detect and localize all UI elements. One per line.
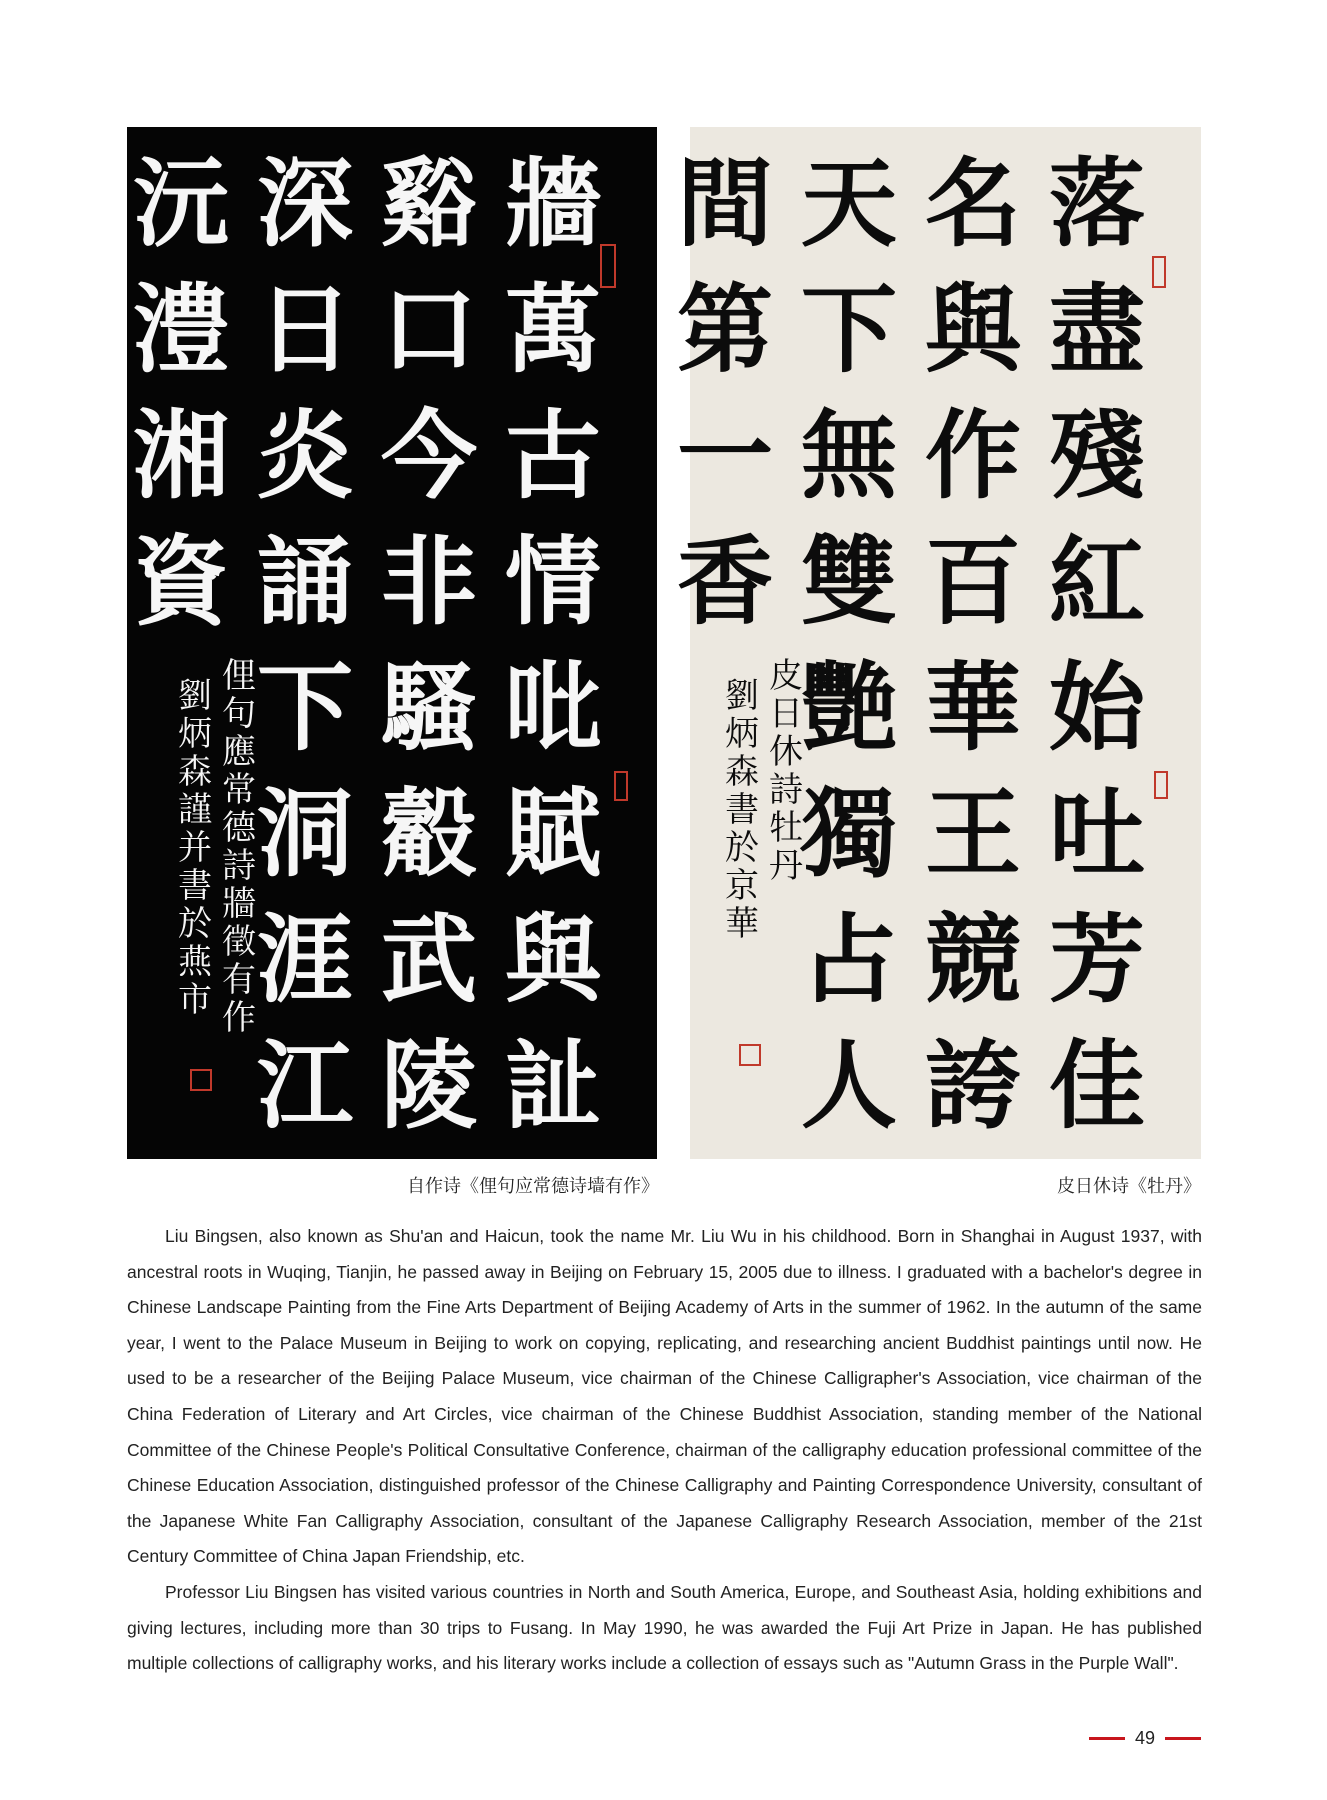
folio-rule-left	[1089, 1737, 1125, 1740]
inscription-char: 休	[769, 732, 803, 772]
inscription-char: 於	[725, 828, 759, 868]
seal-stamp	[740, 1045, 760, 1065]
folio-rule-right	[1165, 1737, 1201, 1740]
inscription-char: 日	[769, 694, 803, 734]
calligraphy-char: 非	[381, 525, 477, 638]
inscription-char: 詩	[769, 770, 803, 810]
calligraphy-char: 王	[925, 777, 1021, 890]
calligraphy-char: 賦	[505, 777, 601, 890]
inscription-char: 德	[222, 808, 256, 848]
calligraphy-char: 武	[381, 903, 477, 1016]
seal-stamp	[191, 1070, 211, 1090]
calligraphy-char: 佳	[1049, 1029, 1145, 1142]
calligraphy-char: 誦	[257, 525, 353, 638]
caption-right: 皮日休诗《牡丹》	[1057, 1176, 1201, 1197]
inscription-char: 俚	[222, 656, 256, 696]
calligraphy-char: 深	[257, 147, 353, 260]
calligraphy-char: 下	[801, 273, 897, 386]
calligraphy-char: 艷	[801, 651, 897, 764]
calligraphy-char: 日	[257, 273, 353, 386]
calligraphy-char: 觳	[381, 777, 477, 890]
calligraphy-char: 涯	[257, 903, 353, 1016]
calligraphy-char: 騷	[381, 651, 477, 764]
calligraphy-char: 落	[1049, 147, 1145, 260]
calligraphy-char: 萬	[505, 273, 601, 386]
calligraphy-char: 雙	[801, 525, 897, 638]
calligraphy-char: 洞	[257, 777, 353, 890]
inscription-char: 森	[725, 752, 759, 792]
calligraphy-char: 間	[677, 147, 773, 260]
paragraph: Professor Liu Bingsen has visited various countries in North and South America, Europe, and Southeast Asia, holding exhibitions and giving lectures, including more than 30 trips to Fusang. In May 1990, he was awarded the Fuji Art Prize in Japan. He has published multiple collections of calligraphy works, and his literary works include a collection of essays such as "Autumn Grass in the Purple Wall".	[127, 1581, 1202, 1674]
inscription-char: 牡	[769, 808, 803, 848]
inscription-char: 劉	[178, 676, 212, 716]
calligraphy-char: 百	[925, 525, 1021, 638]
calligraphy-right-canvas	[677, 127, 1201, 1159]
inscription-char: 書	[725, 790, 759, 830]
calligraphy-char: 湘	[133, 399, 229, 512]
calligraphy-char: 一	[677, 399, 773, 512]
inscription-char: 徵	[222, 922, 256, 962]
seal-stamp	[1153, 257, 1165, 287]
calligraphy-char: 名	[925, 147, 1021, 260]
caption-left: 自作诗《俚句应常德诗墙有作》	[407, 1176, 659, 1197]
inscription-char: 市	[178, 980, 212, 1020]
inscription-char: 森	[178, 752, 212, 792]
calligraphy-char: 始	[1049, 651, 1145, 764]
inscription-char: 燕	[178, 942, 212, 982]
calligraphy-char: 芳	[1049, 903, 1145, 1016]
calligraphy-char: 作	[925, 399, 1021, 512]
inscription-char: 於	[178, 904, 212, 944]
inscription-char: 句	[222, 694, 256, 734]
inscription-char: 詩	[222, 846, 256, 886]
calligraphy-char: 天	[801, 147, 897, 260]
calligraphy-char: 古	[505, 399, 601, 512]
inscription-char: 丹	[769, 846, 803, 886]
calligraphy-char: 華	[925, 651, 1021, 764]
calligraphy-char: 訨	[505, 1029, 601, 1142]
calligraphy-char: 與	[925, 273, 1021, 386]
inscription-char: 并	[178, 828, 212, 868]
inscription-char: 劉	[725, 676, 759, 716]
inscription-char: 應	[222, 732, 256, 772]
calligraphy-char: 吡	[505, 651, 601, 764]
inscription-char: 常	[222, 770, 256, 810]
inscription-char: 皮	[769, 656, 803, 696]
calligraphy-char: 情	[505, 525, 601, 638]
calligraphy-char: 下	[257, 651, 353, 764]
inscription-char: 華	[725, 904, 759, 944]
calligraphy-char: 第	[677, 273, 773, 386]
calligraphy-char: 香	[677, 525, 773, 638]
calligraphy-char: 吐	[1049, 777, 1145, 890]
calligraphy-char: 與	[505, 903, 601, 1016]
calligraphy-char: 口	[381, 273, 477, 386]
calligraphy-char: 牆	[505, 147, 601, 260]
calligraphy-char: 沅	[133, 147, 229, 260]
calligraphy-char: 獨	[801, 777, 897, 890]
calligraphy-char: 江	[257, 1029, 353, 1142]
calligraphy-char: 谿	[381, 147, 477, 260]
calligraphy-left-canvas	[127, 127, 657, 1159]
inscription-char: 書	[178, 866, 212, 906]
paragraph: Liu Bingsen, also known as Shu'an and Haicun, took the name Mr. Liu Wu in his childhood. Born in Shanghai in August 1937, with ancestral roots in Wuqing, Tianjin, he passed away in Beijing on February 15, 2005 due to illness. I graduated with a bachelor's degree in Chinese Landscape Painting from the Fine Arts Department of Beijing Academy of Arts in the summer of 1962. In the autumn of the same year, I went to the Palace Museum in Beijing to work on copying, replicating, and researching ancient Buddhist paintings until now. He used to be a researcher of the Beijing Palace Museum, vice chairman of the Chinese Calligrapher's Association, vice chairman of the China Federation of Literary and Art Circles, vice chairman of the Chinese Buddhist Association, standing member of the National Committee of the Chinese People's Political Consultative Conference, chairman of the calligraphy education professional committee of the Chinese Education Association, distinguished professor of the Chinese Calligraphy and Painting Correspondence University, consultant of the Japanese White Fan Calligraphy Association, consultant of the Japanese Calligraphy Research Association, member of the 21st Century Committee of China Japan Friendship, etc.	[127, 1226, 1202, 1567]
inscription-char: 京	[725, 866, 759, 906]
seal-stamp	[601, 245, 615, 287]
inscription-char: 有	[222, 960, 256, 1000]
calligraphy-char: 炎	[257, 399, 353, 512]
inscription-char: 炳	[178, 714, 212, 754]
calligraphy-char: 誇	[925, 1029, 1021, 1142]
calligraphy-artwork-right	[677, 127, 1201, 1159]
calligraphy-char: 無	[801, 399, 897, 512]
calligraphy-char: 盡	[1049, 273, 1145, 386]
calligraphy-artwork-left	[127, 127, 657, 1159]
inscription-char: 牆	[222, 884, 256, 924]
seal-stamp	[1155, 772, 1167, 798]
calligraphy-char: 競	[925, 903, 1021, 1016]
calligraphy-char: 今	[381, 399, 477, 512]
calligraphy-char: 澧	[133, 273, 229, 386]
inscription-char: 炳	[725, 714, 759, 754]
inscription-char: 作	[222, 998, 256, 1038]
biography-text	[127, 1219, 1202, 1682]
calligraphy-char: 占	[801, 903, 897, 1016]
calligraphy-char: 陵	[381, 1029, 477, 1142]
inscription-char: 謹	[178, 790, 212, 830]
calligraphy-char: 資	[133, 525, 229, 638]
calligraphy-char: 殘	[1049, 399, 1145, 512]
calligraphy-char: 紅	[1049, 525, 1145, 638]
seal-stamp	[615, 772, 627, 800]
calligraphy-char: 人	[801, 1029, 897, 1142]
page-number: 49	[1134, 1728, 1155, 1748]
page-folio	[1089, 1728, 1201, 1749]
